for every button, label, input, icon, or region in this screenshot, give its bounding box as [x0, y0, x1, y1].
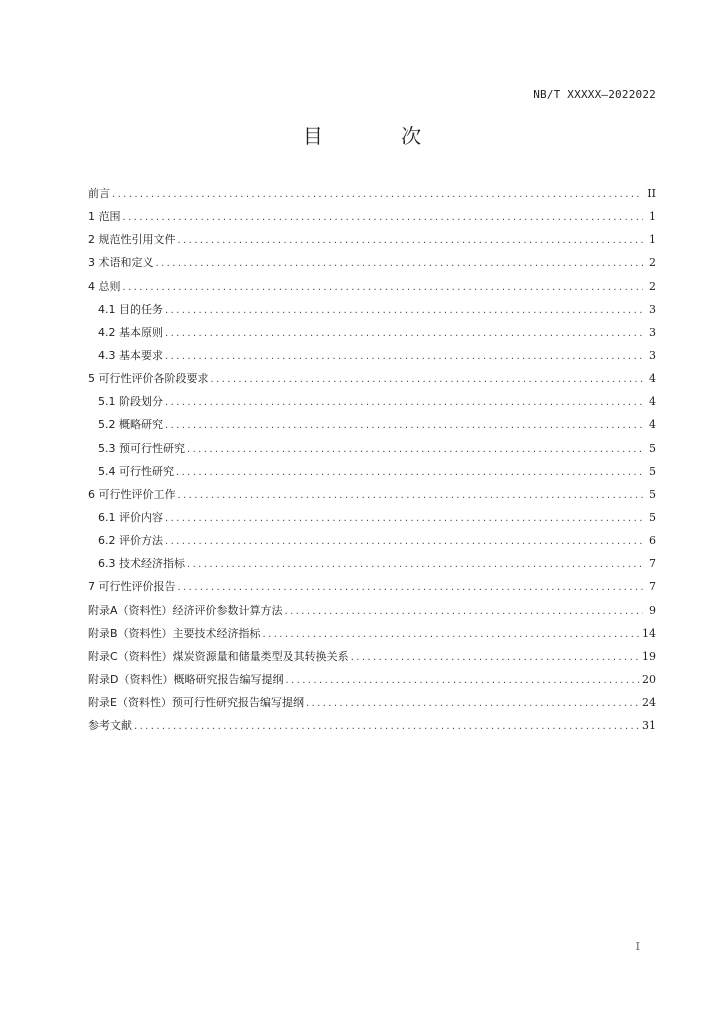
toc-entry-page: 7: [649, 557, 656, 571]
toc-dot-leader: [165, 532, 643, 552]
toc-dot-leader: [351, 648, 639, 668]
toc-dot-leader: [178, 231, 644, 251]
toc-dot-leader: [165, 301, 643, 321]
toc-entry-label: 附录B（资料性）主要技术经济指标: [88, 626, 261, 640]
toc-entry-page: 5: [649, 487, 656, 501]
toc-entry-label: 2 规范性引用文件: [88, 233, 176, 247]
toc-entry[interactable]: [88, 439, 656, 462]
toc-entry-label: 附录A（资料性）经济评价参数计算方法: [88, 603, 283, 617]
toc-dot-leader: [211, 370, 644, 390]
toc-entry-label: 4.2 基本原则: [98, 325, 163, 339]
toc-entry-page: 4: [649, 418, 656, 432]
toc-entry[interactable]: [88, 346, 656, 369]
toc-dot-leader: [165, 416, 643, 436]
toc-entry[interactable]: [88, 230, 656, 253]
toc-entry-label: 7 可行性评价报告: [88, 580, 176, 594]
toc-entry-page: 6: [649, 534, 656, 548]
toc-entry[interactable]: [88, 716, 656, 739]
toc-entry[interactable]: [88, 485, 656, 508]
toc-entry-label: 5.3 预可行性研究: [98, 441, 185, 455]
toc-dot-leader: [165, 393, 643, 413]
toc-entry-label: 4.3 基本要求: [98, 348, 163, 362]
toc-entry[interactable]: [88, 253, 656, 276]
toc-entry-label: 附录D（资料性）概略研究报告编写提纲: [88, 672, 284, 686]
toc-dot-leader: [263, 625, 639, 645]
toc-entry-label: 6.3 技术经济指标: [98, 557, 185, 571]
toc-dot-leader: [156, 254, 644, 274]
toc-entry[interactable]: [88, 277, 656, 300]
toc-entry[interactable]: [88, 670, 656, 693]
toc-entry-page: 31: [642, 719, 656, 733]
toc-entry-label: 6.1 评价内容: [98, 510, 163, 524]
page-title: 目 次: [302, 124, 458, 148]
toc-entry-label: 附录E（资料性）预可行性研究报告编写提纲: [88, 696, 304, 710]
toc-dot-leader: [165, 324, 643, 344]
table-of-contents: [88, 184, 656, 739]
toc-dot-leader: [165, 347, 643, 367]
toc-entry[interactable]: [88, 693, 656, 716]
toc-dot-leader: [285, 671, 639, 691]
toc-dot-leader: [134, 717, 639, 737]
toc-entry[interactable]: [88, 508, 656, 531]
toc-dot-leader: [176, 463, 643, 483]
toc-entry[interactable]: [88, 462, 656, 485]
toc-entry-page: 5: [649, 510, 656, 524]
toc-entry-label: 3 术语和定义: [88, 256, 154, 270]
toc-entry-page: 14: [642, 626, 656, 640]
toc-entry[interactable]: [88, 554, 656, 577]
toc-entry[interactable]: [88, 647, 656, 670]
toc-entry-page: 1: [649, 233, 656, 247]
toc-entry-page: 5: [649, 464, 656, 478]
toc-entry-page: 20: [642, 672, 656, 686]
toc-entry-page: 3: [649, 302, 656, 316]
toc-dot-leader: [178, 578, 644, 598]
toc-entry-page: 24: [642, 696, 656, 710]
toc-dot-leader: [285, 602, 643, 622]
toc-entry[interactable]: [88, 369, 656, 392]
toc-entry-page: 2: [649, 256, 656, 270]
toc-entry[interactable]: [88, 624, 656, 647]
toc-entry[interactable]: [88, 207, 656, 230]
toc-entry-label: 6 可行性评价工作: [88, 487, 176, 501]
toc-entry-label: 前言: [88, 187, 110, 200]
toc-entry-page: 9: [649, 603, 656, 617]
toc-entry-label: 5.1 阶段划分: [98, 395, 163, 409]
toc-entry[interactable]: [88, 415, 656, 438]
toc-dot-leader: [123, 208, 644, 228]
toc-entry-page: II: [647, 187, 656, 200]
document-code: NB/T XXXXX—2022022: [533, 88, 656, 101]
toc-entry-page: 3: [649, 348, 656, 362]
toc-dot-leader: [187, 555, 643, 575]
toc-dot-leader: [123, 278, 644, 298]
toc-entry-page: 1: [649, 210, 656, 224]
toc-dot-leader: [187, 440, 643, 460]
toc-entry-label: 5 可行性评价各阶段要求: [88, 372, 209, 386]
toc-entry-label: 5.2 概略研究: [98, 418, 163, 432]
toc-entry-label: 4 总则: [88, 279, 121, 293]
toc-entry[interactable]: [88, 601, 656, 624]
toc-entry-page: 19: [642, 649, 656, 663]
toc-entry[interactable]: [88, 184, 656, 207]
toc-entry-label: 附录C（资料性）煤炭资源量和储量类型及其转换关系: [88, 649, 349, 663]
toc-entry-page: 3: [649, 325, 656, 339]
toc-entry-page: 4: [649, 395, 656, 409]
toc-entry[interactable]: [88, 531, 656, 554]
toc-entry[interactable]: [88, 577, 656, 600]
toc-dot-leader: [112, 185, 643, 205]
toc-dot-leader: [165, 509, 643, 529]
toc-entry-label: 6.2 评价方法: [98, 534, 163, 548]
toc-entry[interactable]: [88, 392, 656, 415]
toc-entry-label: 5.4 可行性研究: [98, 464, 174, 478]
toc-entry-page: 7: [649, 580, 656, 594]
page-number: I: [635, 940, 640, 953]
toc-entry-page: 5: [649, 441, 656, 455]
toc-entry-page: 2: [649, 279, 656, 293]
toc-dot-leader: [178, 486, 644, 506]
toc-entry-page: 4: [649, 372, 656, 386]
toc-dot-leader: [306, 694, 639, 714]
toc-entry[interactable]: [88, 300, 656, 323]
toc-entry-label: 参考文献: [88, 719, 132, 733]
toc-entry-label: 1 范围: [88, 210, 121, 224]
toc-entry-label: 4.1 目的任务: [98, 302, 163, 316]
toc-entry[interactable]: [88, 323, 656, 346]
